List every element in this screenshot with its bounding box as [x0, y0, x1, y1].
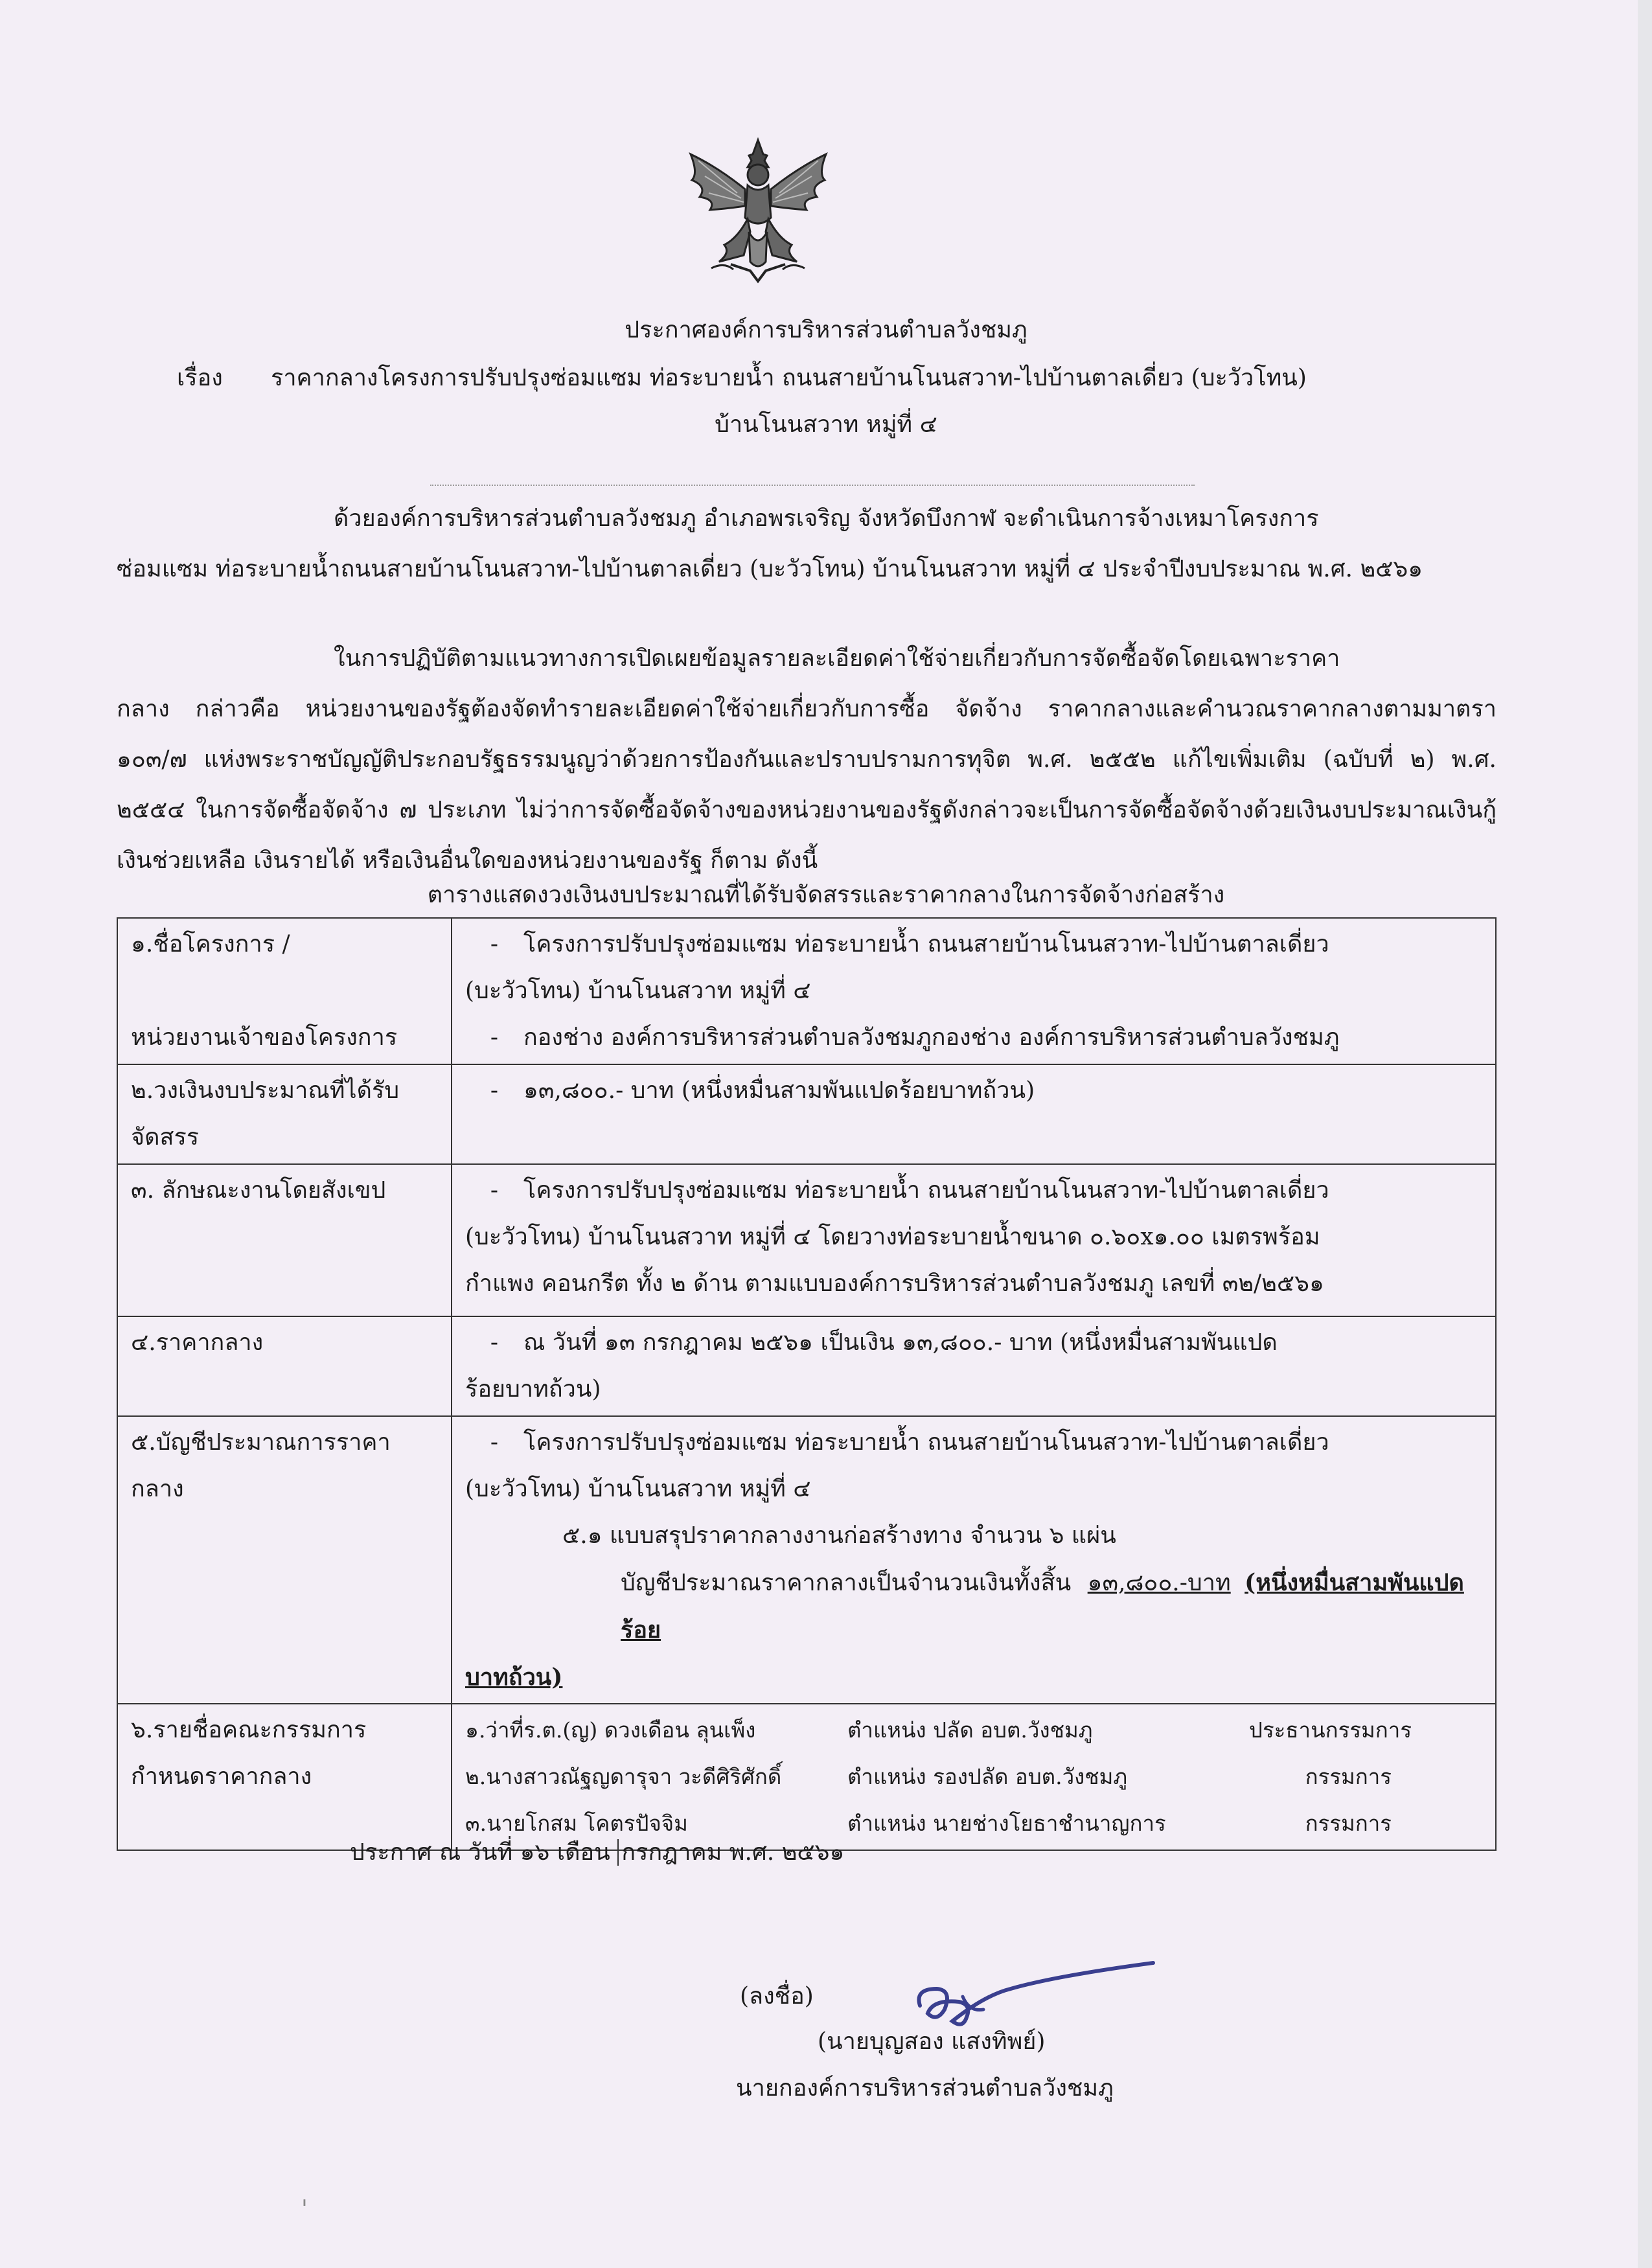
- paragraph-2: [117, 634, 1497, 886]
- estimate-total-prefix: บัญชีประมาณราคากลางเป็นจำนวนเงินทั้งสิ้น: [621, 1570, 1072, 1596]
- row-6-content: [452, 1704, 1496, 1850]
- member-role: ประธานกรรมการ: [1249, 1717, 1412, 1743]
- estimate-project-cont: (บะวัวโทน) บ้านโนนสวาท หมู่ที่ ๔: [465, 1476, 811, 1502]
- paragraph-1-first-line: ด้วยองค์การบริหารส่วนตำบลวังชมภู อำเภอพรเจริญ จังหวัดบึงกาฬ จะดำเนินการจ้างเหมาโครงการ: [334, 505, 1319, 532]
- member-role: กรรมการ: [1305, 1764, 1392, 1789]
- project-name-label: ๑.ชื่อโครงการ /: [131, 931, 290, 957]
- project-name: โครงการปรับปรุงซ่อมแซม ท่อระบายน้ำ ถนนสายบ้านโนนสวาท-ไปบ้านตาลเดี่ยว: [523, 931, 1329, 957]
- committee-member: [465, 1754, 1482, 1800]
- committee-member: [465, 1707, 1482, 1754]
- table-row: [117, 1704, 1496, 1850]
- work-summary-cont-1: (บะวัวโทน) บ้านโนนสวาท หมู่ที่ ๔ โดยวางท่อระบายน้ำขนาด ๐.๖๐x๑.๐๐ เมตรพร้อม: [465, 1224, 1320, 1250]
- row-4-content: [452, 1316, 1496, 1416]
- estimate-total: [465, 1559, 1482, 1654]
- garuda-emblem-icon: [685, 135, 831, 284]
- member-name: ๒.นางสาวณัฐญดารุจา วะดีศิริศักดิ์: [465, 1764, 782, 1789]
- row-5-header: ๕.บัญชีประมาณการราคากลาง: [117, 1416, 452, 1704]
- median-price-cont: ร้อยบาทถ้วน): [465, 1376, 601, 1403]
- row-4-header: ๔.ราคากลาง: [117, 1316, 452, 1416]
- table-row: [117, 1164, 1496, 1316]
- signature-mark: [907, 1950, 1160, 2034]
- separator-dotted: [430, 485, 1195, 486]
- budget-table: [117, 917, 1497, 1851]
- row-3-content: [452, 1164, 1496, 1316]
- stray-mark: ': [301, 2196, 308, 2223]
- document-title: ประกาศองค์การบริหารส่วนตำบลวังชมภู: [625, 317, 1027, 343]
- median-price: ณ วันที่ ๑๓ กรกฎาคม ๒๕๖๑ เป็นเงิน ๑๓,๘๐๐.- บาท (หนึ่งหมื่นสามพันแปด: [523, 1329, 1278, 1356]
- signer-title: นายกองค์การบริหารส่วนตำบลวังชมภู: [736, 2075, 1114, 2102]
- announcement-year: พ.ศ. ๒๕๖๑: [729, 1839, 845, 1866]
- paragraph-1: [117, 494, 1497, 595]
- bullet-dash: -: [490, 1077, 499, 1104]
- row-6-header: ๖.รายชื่อคณะกรรมการกำหนดราคากลาง: [117, 1704, 452, 1850]
- bullet-dash: -: [490, 1177, 499, 1204]
- project-owner-label: หน่วยงานเจ้าของโครงการ: [131, 1024, 398, 1051]
- subject-label: เรื่อง: [177, 365, 223, 391]
- estimate-total-words-cont: บาทถ้วน): [465, 1664, 563, 1691]
- bullet-dash: -: [490, 931, 499, 957]
- paragraph-2-rest: กลาง กล่าวคือ หน่วยงานของรัฐต้องจัดทำรายละเอียดค่าใช้จ่ายเกี่ยวกับการซื้อ จัดจ้าง ราคากลางและคำนวณราคากลางตามมาตรา ๑๐๓/๗ แห่งพระราชบัญญัติประกอบรัฐธรรมนูญว่าด้วยการป้องกันและปราบปรามการทุจิต พ.ศ. ๒๕๕๒ แก้ไขเพิ่มเติม (ฉบับที่ ๒) พ.ศ. ๒๕๕๔ ในการจัดซื้อจัดจ้าง ๗ ประเภท ไม่ว่าการจัดซื้อจัดจ้างของหน่วยงานของรัฐดังกล่าวจะเป็นการจัดซื้อจัดจ้างด้วยเงินงบประมาณเงินกู้ เงินช่วยเหลือ เงินรายได้ หรือเงินอื่นใดของหน่วยงานของรัฐ ก็ตาม ดังนี้: [117, 696, 1497, 874]
- table-row: [117, 1064, 1496, 1164]
- announcement-date: [350, 1838, 844, 1866]
- estimate-item: ๕.๑ แบบสรุปราคากลางงานก่อสร้างทาง จำนวน ๖ แผ่น: [562, 1522, 1116, 1549]
- estimate-project: โครงการปรับปรุงซ่อมแซม ท่อระบายน้ำ ถนนสายบ้านโนนสวาท-ไปบ้านตาลเดี่ยว: [523, 1429, 1329, 1456]
- member-position: ตำแหน่ง รองปลัด อบต.วังชมภู: [847, 1764, 1128, 1789]
- budget-amount: ๑๓,๘๐๐.- บาท (หนึ่งหมื่นสามพันแปดร้อยบาทถ้วน): [523, 1077, 1035, 1104]
- estimate-total-words: (หนึ่งหมื่นสามพันแปดร้อย: [621, 1569, 1464, 1644]
- estimate-total-amount: ๑๓,๘๐๐.-บาท: [1087, 1570, 1231, 1596]
- table-row: [117, 1316, 1496, 1416]
- project-name-cont: (บะวัวโทน) บ้านโนนสวาท หมู่ที่ ๔: [465, 978, 811, 1004]
- row-3-header: ๓. ลักษณะงานโดยสังเขป: [117, 1164, 452, 1316]
- member-name: ๓.นายโกสม โคตรปัจจิม: [465, 1811, 688, 1836]
- member-position: ตำแหน่ง ปลัด อบต.วังชมภู: [847, 1717, 1093, 1743]
- project-owner: กองช่าง องค์การบริหารส่วนตำบลวังชมภูกองช่าง องค์การบริหารส่วนตำบลวังชมภู: [523, 1024, 1340, 1051]
- announcement-date-prefix: ประกาศ ณ วันที่ ๑๖ เดือน: [350, 1839, 610, 1866]
- bullet-dash: -: [490, 1329, 499, 1356]
- row-5-content: [452, 1416, 1496, 1704]
- bullet-dash: -: [490, 1429, 499, 1456]
- subject-line-2: บ้านโนนสวาท หมู่ที่ ๔: [715, 411, 937, 438]
- work-summary: โครงการปรับปรุงซ่อมแซม ท่อระบายน้ำ ถนนสายบ้านโนนสวาท-ไปบ้านตาลเดี่ยว: [523, 1177, 1329, 1204]
- announcement-month: กรกฎาคม: [617, 1839, 722, 1866]
- row-1-header: [117, 918, 452, 1064]
- signer-name: (นายบุญสอง แสงทิพย์): [818, 2028, 1046, 2055]
- row-1-content: [452, 918, 1496, 1064]
- row-2-header: ๒.วงเงินงบประมาณที่ได้รับจัดสรร: [117, 1064, 452, 1164]
- sign-label: (ลงชื่อ): [740, 1983, 814, 2010]
- work-summary-cont-2: กำแพง คอนกรีต ทั้ง ๒ ด้าน ตามแบบองค์การบริหารส่วนตำบลวังชมภู เลขที่ ๓๒/๒๕๖๑: [465, 1270, 1324, 1297]
- paragraph-1-rest: ซ่อมแซม ท่อระบายน้ำถนนสายบ้านโนนสวาท-ไปบ้านตาลเดี่ยว (บะวัวโทน) บ้านโนนสวาท หมู่ที่ ๔ ประจำปีงบประมาณ พ.ศ. ๒๕๖๑: [117, 556, 1423, 582]
- table-row: [117, 918, 1496, 1064]
- member-role: กรรมการ: [1305, 1811, 1392, 1836]
- bullet-dash: -: [490, 1024, 499, 1051]
- table-caption: ตารางแสดงวงเงินงบประมาณที่ได้รับจัดสรรและราคากลางในการจัดจ้างก่อสร้าง: [427, 882, 1225, 908]
- subject-line-1: ราคากลางโครงการปรับปรุงซ่อมแซม ท่อระบายน้ำ ถนนสายบ้านโนนสวาท-ไปบ้านตาลเดี่ยว (บะวัวโทน): [271, 365, 1307, 391]
- member-name: ๑.ว่าที่ร.ต.(ญ) ดวงเดือน ลุนเพ็ง: [465, 1717, 756, 1743]
- table-row: [117, 1416, 1496, 1704]
- paragraph-2-first-line: ในการปฏิบัติตามแนวทางการเปิดเผยข้อมูลรายละเอียดค่าใช้จ่ายเกี่ยวกับการจัดซื้อจัดโดยเฉพาะราคา: [334, 645, 1340, 672]
- member-position: ตำแหน่ง นายช่างโยธาชำนาญการ: [847, 1811, 1166, 1836]
- row-2-content: [452, 1064, 1496, 1164]
